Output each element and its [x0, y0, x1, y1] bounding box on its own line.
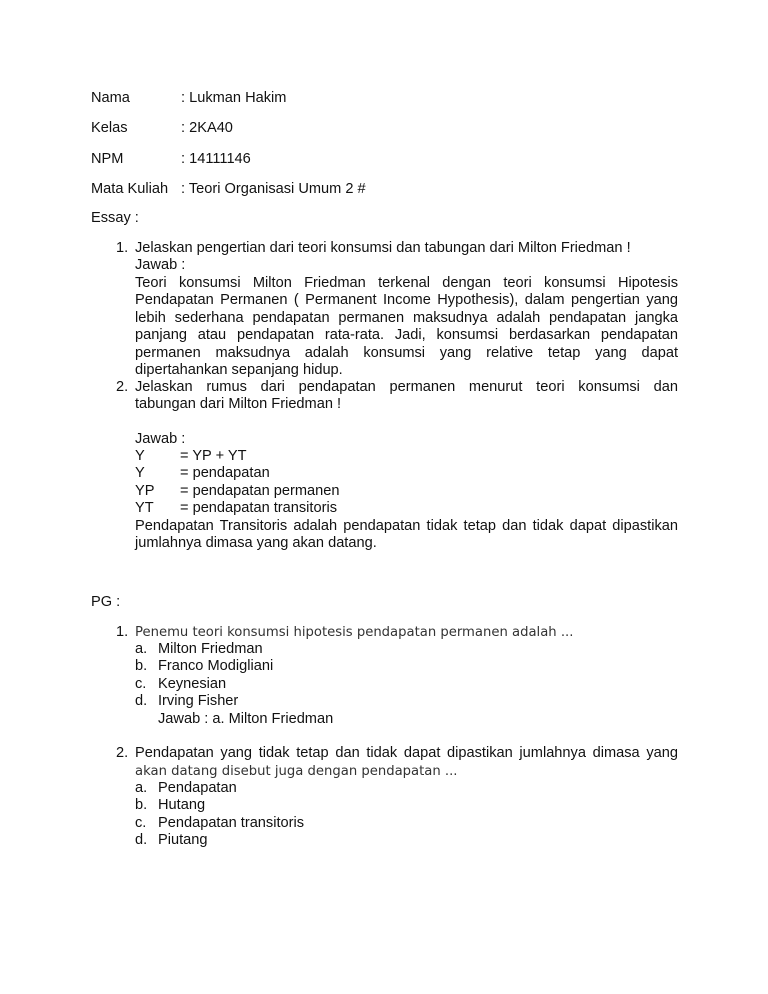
pg-q2-question-line2: akan datang disebut juga dengan pendapatan ...: [135, 764, 458, 779]
option-text: Hutang: [158, 797, 206, 813]
formula-rhs: = pendapatan permanen: [180, 483, 340, 499]
option-letter: a.: [135, 641, 148, 657]
formula-lhs: YT: [135, 500, 154, 516]
essay-q1-answer: Teori konsumsi Milton Friedman terkenal dengan teori konsumsi Hipotesis Pendapatan Permanen ( Permanent Income Hypothesis), dalam pengertian yang lebih sederhana pendapatan permanen maksudnya adalah pendapatan jangka panjang atau pendapatan rata-rata. Jadi, konsumsi berdasarkan pendapatan permanen maksudnya adalah konsumsi yang relative tetap yang dapat dipertahankan sepanjang hidup.: [135, 275, 678, 379]
kelas-label: Kelas: [91, 120, 128, 136]
nama-label: Nama: [91, 90, 130, 106]
option-letter: a.: [135, 780, 148, 796]
option-letter: b.: [135, 658, 148, 674]
pg-q2-question-line1: Pendapatan yang tidak tetap dan tidak dapat dipastikan jumlahnya dimasa yang: [135, 745, 678, 761]
pg-q1-question: Penemu teori konsumsi hipotesis pendapatan permanen adalah ...: [135, 625, 574, 640]
kelas-value: : 2KA40: [181, 120, 233, 136]
pg-heading: PG :: [91, 594, 121, 610]
formula-row: [135, 448, 535, 465]
essay-q1-number: 1.: [116, 240, 129, 256]
option-text: Pendapatan: [158, 780, 237, 796]
essay-q2-answer-label: Jawab :: [135, 431, 186, 447]
formula-rhs: = pendapatan transitoris: [180, 500, 337, 516]
formula-lhs: Y: [135, 448, 145, 464]
option-text: Milton Friedman: [158, 641, 263, 657]
essay-q2-question-line2: tabungan dari Milton Friedman !: [135, 396, 342, 412]
option-letter: b.: [135, 797, 148, 813]
option-text: Franco Modigliani: [158, 658, 274, 674]
formula-row: [135, 483, 535, 500]
essay-q2-number: 2.: [116, 379, 129, 395]
pg-q2-number: 2.: [116, 745, 129, 761]
essay-q1-answer-label: Jawab :: [135, 257, 186, 273]
formula-lhs: Y: [135, 465, 145, 481]
essay-q2-question-line1: Jelaskan rumus dari pendapatan permanen menurut teori konsumsi dan: [135, 379, 678, 395]
npm-label: NPM: [91, 151, 124, 167]
nama-value: : Lukman Hakim: [181, 90, 287, 106]
formula-lhs: YP: [135, 483, 155, 499]
option-letter: c.: [135, 815, 147, 831]
pg-q1-answer: Jawab : a. Milton Friedman: [158, 711, 334, 727]
essay-q1-question: Jelaskan pengertian dari teori konsumsi dan tabungan dari Milton Friedman !: [135, 240, 631, 256]
option-letter: d.: [135, 693, 148, 709]
formula-row: [135, 465, 535, 482]
essay-heading: Essay :: [91, 210, 139, 226]
formula-row: [135, 500, 535, 517]
matkul-value: : Teori Organisasi Umum 2 #: [181, 181, 366, 197]
option-text: Irving Fisher: [158, 693, 239, 709]
option-text: Piutang: [158, 832, 208, 848]
matkul-label: Mata Kuliah: [91, 181, 169, 197]
pg-q1-number: 1.: [116, 624, 129, 640]
option-letter: d.: [135, 832, 148, 848]
option-text: Keynesian: [158, 676, 227, 692]
formula-rhs: = pendapatan: [180, 465, 270, 481]
formula-rhs: = YP + YT: [180, 448, 247, 464]
essay-q2-note-line2: jumlahnya dimasa yang akan datang.: [135, 535, 377, 551]
essay-q2-note-line1: Pendapatan Transitoris adalah pendapatan tidak tetap dan tidak dapat dipastikan: [135, 518, 678, 534]
option-text: Pendapatan transitoris: [158, 815, 305, 831]
option-letter: c.: [135, 676, 147, 692]
npm-value: : 14111146: [181, 151, 251, 167]
